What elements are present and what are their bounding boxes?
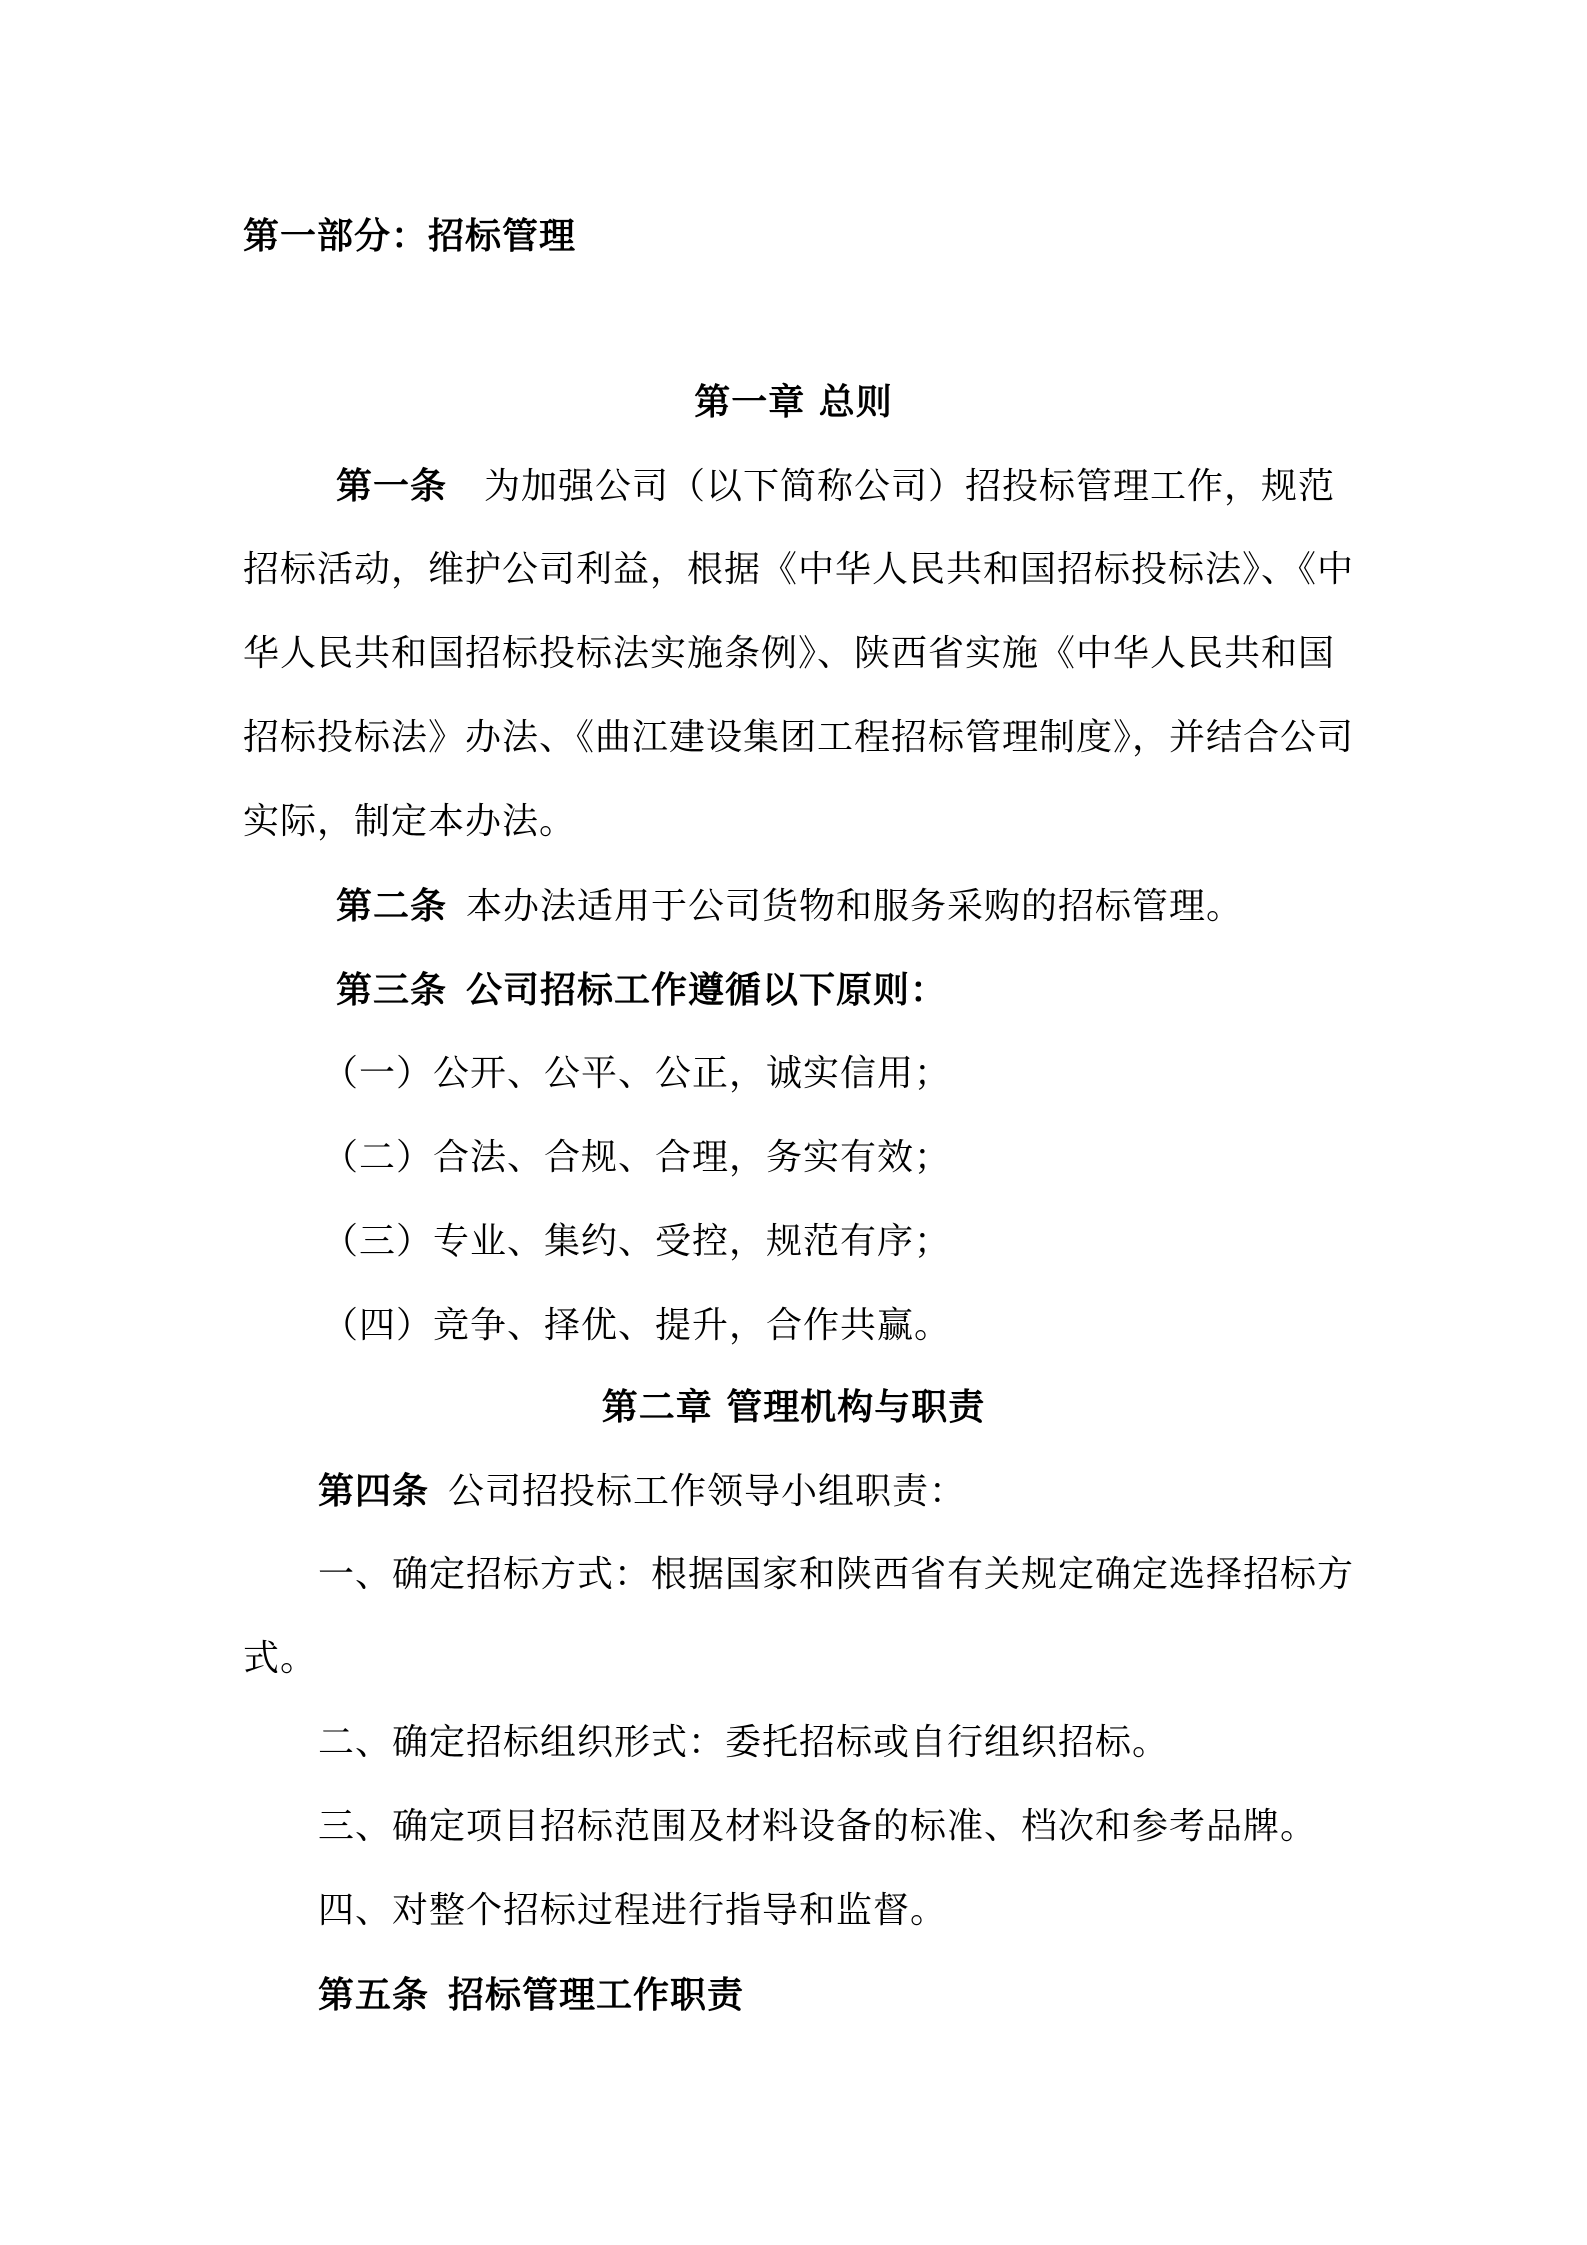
article-5 bbox=[318, 1973, 744, 2017]
article-1-line-5: 实际，制定本办法。 bbox=[243, 801, 577, 842]
article-3-text: 公司招标工作遵循以下原则： bbox=[466, 969, 948, 1011]
principle-item: （一）公开、公平、公正，诚实信用； bbox=[322, 1053, 952, 1094]
article-5-text: 招标管理工作职责 bbox=[448, 1974, 745, 2016]
article-3-label: 第三条 bbox=[336, 969, 448, 1011]
article-4-label: 第四条 bbox=[318, 1470, 430, 1512]
article-4-text: 公司招投标工作领导小组职责： bbox=[448, 1471, 967, 1512]
article-1-line-2: 招标活动，维护公司利益，根据《中华人民共和国招标投标法》、《中 bbox=[243, 549, 1355, 590]
article-2-text: 本办法适用于公司货物和服务采购的招标管理。 bbox=[466, 886, 1244, 927]
chapter-1-title: 第一章 总则 bbox=[694, 381, 893, 423]
article-4 bbox=[318, 1469, 966, 1514]
principle-item: （二）合法、合规、合理，务实有效； bbox=[322, 1137, 952, 1178]
article-2 bbox=[336, 884, 1243, 929]
article-1-line-1 bbox=[336, 464, 1335, 509]
duty-1-line-1: 一、确定招标方式：根据国家和陕西省有关规定确定选择招标方 bbox=[318, 1554, 1355, 1595]
duty-4: 四、对整个招标过程进行指导和监督。 bbox=[318, 1890, 948, 1931]
principle-item: （四）竞争、择优、提升，合作共赢。 bbox=[322, 1305, 952, 1346]
article-2-label: 第二条 bbox=[336, 885, 448, 927]
duty-3: 三、确定项目招标范围及材料设备的标准、档次和参考品牌。 bbox=[318, 1806, 1318, 1847]
part-title: 第一部分：招标管理 bbox=[243, 215, 577, 257]
article-1-line-3: 华人民共和国招标投标法实施条例》、陕西省实施《中华人民共和国 bbox=[243, 633, 1336, 674]
principle-item: （三）专业、集约、受控，规范有序； bbox=[322, 1221, 952, 1262]
duty-2: 二、确定招标组织形式：委托招标或自行组织招标。 bbox=[318, 1722, 1170, 1763]
article-1-line-4: 招标投标法》办法、《曲江建设集团工程招标管理制度》，并结合公司 bbox=[243, 717, 1355, 758]
article-1-text-line-1: 为加强公司（以下简称公司）招投标管理工作，规范 bbox=[484, 466, 1336, 507]
article-5-label: 第五条 bbox=[318, 1974, 430, 2016]
chapter-2-title: 第二章 管理机构与职责 bbox=[601, 1386, 986, 1428]
duty-1-line-2: 式。 bbox=[243, 1638, 318, 1679]
article-3 bbox=[336, 968, 947, 1012]
article-1-label: 第一条 bbox=[336, 465, 448, 507]
